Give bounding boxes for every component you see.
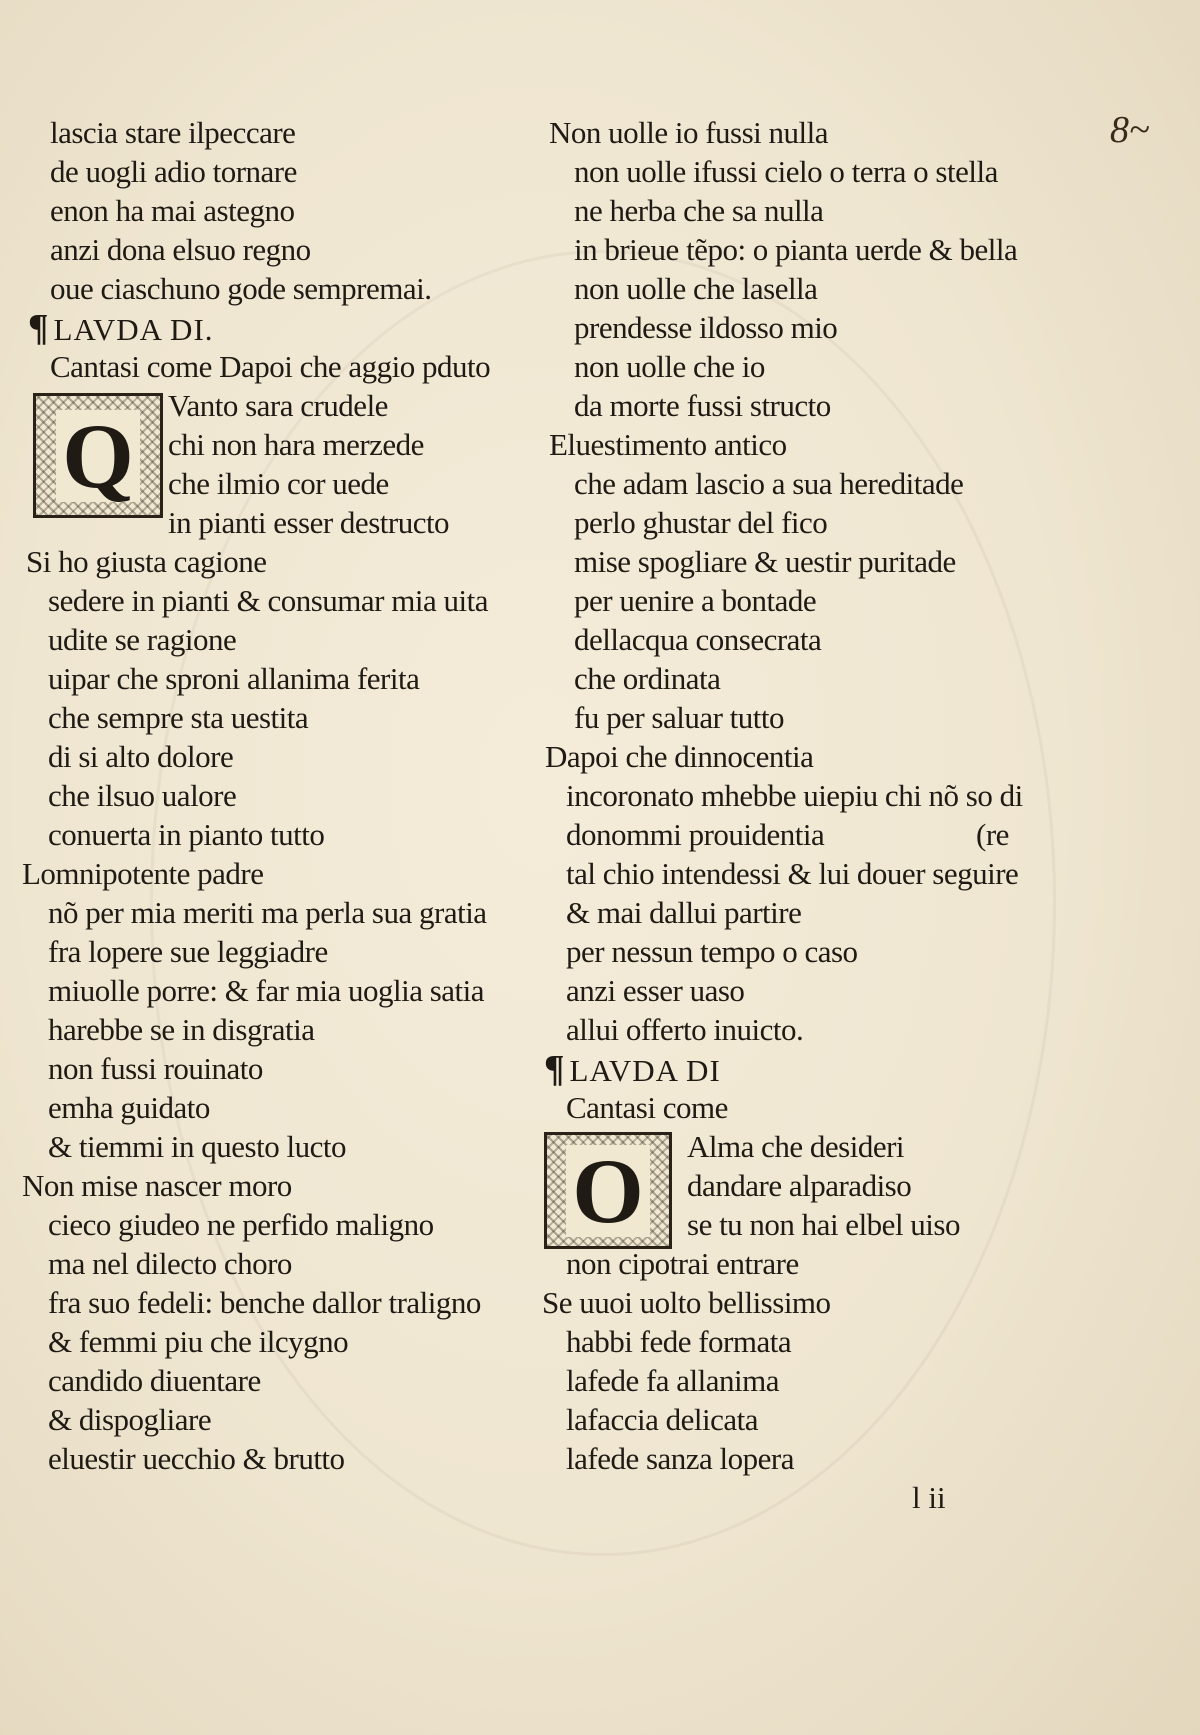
stanza-start-line: Dapoi che dinnocentia bbox=[545, 739, 814, 774]
rubric-heading bbox=[544, 1050, 721, 1090]
text-line: de uogli adio tornare bbox=[50, 154, 297, 189]
folio-mark: 8~ bbox=[1110, 109, 1150, 151]
signature-mark: l ii bbox=[912, 1480, 946, 1515]
text-line: ne herba che sa nulla bbox=[574, 193, 824, 228]
text-line: emha guidato bbox=[48, 1090, 210, 1125]
text-line: fra lopere sue leggiadre bbox=[48, 934, 328, 969]
text-line: habbi fede formata bbox=[566, 1324, 792, 1359]
text-line: lafaccia delicata bbox=[566, 1402, 758, 1437]
text-line: mise spogliare & uestir puritade bbox=[574, 544, 956, 579]
text-line: che adam lascio a sua hereditade bbox=[574, 466, 964, 501]
text-line: dellacqua consecrata bbox=[574, 622, 822, 657]
text-line: chi non hara merzede bbox=[168, 427, 424, 462]
text-line: di si alto dolore bbox=[48, 739, 234, 774]
cantasi-line: Cantasi come bbox=[566, 1090, 728, 1125]
text-line: in brieue tẽpo: o pianta uerde & bella bbox=[574, 232, 1018, 267]
text-line: & femmi piu che ilcygno bbox=[48, 1324, 349, 1359]
text-line: non uolle che lasella bbox=[574, 271, 818, 306]
text-line: enon ha mai astegno bbox=[50, 193, 295, 228]
stanza-start-line: Eluestimento antico bbox=[549, 427, 787, 462]
text-line: per uenire a bontade bbox=[574, 583, 817, 618]
text-line: sedere in pianti & consumar mia uita bbox=[48, 583, 488, 618]
cantasi-line: Cantasi come Dapoi che aggio pduto bbox=[50, 349, 491, 384]
text-line: non fussi rouinato bbox=[48, 1051, 263, 1086]
text-line: Alma che desideri bbox=[687, 1129, 905, 1164]
turnover-text: (re bbox=[976, 817, 1009, 852]
text-line: che ordinata bbox=[574, 661, 721, 696]
text-line: Vanto sara crudele bbox=[168, 388, 388, 423]
text-line: non cipotrai entrare bbox=[566, 1246, 799, 1281]
initial-letter: O bbox=[566, 1145, 650, 1237]
stanza-start-line: Si ho giusta cagione bbox=[26, 544, 267, 579]
text-line: cieco giudeo ne perfido maligno bbox=[48, 1207, 434, 1242]
text-line: lascia stare ilpeccare bbox=[50, 115, 296, 150]
pilcrow-mark: ¶ bbox=[544, 1048, 566, 1090]
text-line: da morte fussi structo bbox=[574, 388, 831, 423]
initial-letter: Q bbox=[56, 410, 140, 502]
decorated-initial bbox=[33, 393, 163, 518]
decorated-initial bbox=[544, 1132, 672, 1249]
text-line: perlo ghustar del fico bbox=[574, 505, 828, 540]
text-line: che ilmio cor uede bbox=[168, 466, 389, 501]
text-line: & dispogliare bbox=[48, 1402, 212, 1437]
text-line: fu per saluar tutto bbox=[574, 700, 785, 735]
text-line: udite se ragione bbox=[48, 622, 237, 657]
text-line: incoronato mhebbe uiepiu chi nõ so di bbox=[566, 778, 1023, 813]
text-line: lafede fa allanima bbox=[566, 1363, 780, 1398]
pilcrow-mark: ¶ bbox=[28, 307, 50, 349]
text-line: tal chio intendessi & lui douer seguire bbox=[566, 856, 1019, 891]
text-line: fra suo fedeli: benche dallor traligno bbox=[48, 1285, 481, 1320]
text-line: harebbe se in disgratia bbox=[48, 1012, 315, 1047]
text-line: non uolle che io bbox=[574, 349, 765, 384]
text-line: eluestir uecchio & brutto bbox=[48, 1441, 345, 1476]
rubric-text: LAVDA DI bbox=[569, 1053, 721, 1088]
stanza-start-line: Se uuoi uolto bellissimo bbox=[542, 1285, 831, 1320]
text-line: lafede sanza lopera bbox=[566, 1441, 795, 1476]
text-line: & tiemmi in questo lucto bbox=[48, 1129, 346, 1164]
text-line: se tu non hai elbel uiso bbox=[687, 1207, 960, 1242]
text-line: dandare alparadiso bbox=[687, 1168, 912, 1203]
text-line: per nessun tempo o caso bbox=[566, 934, 858, 969]
stanza-start-line: Non uolle io fussi nulla bbox=[549, 115, 829, 150]
text-line: che ilsuo ualore bbox=[48, 778, 237, 813]
stanza-start-line: Lomnipotente padre bbox=[22, 856, 264, 891]
text-line: conuerta in pianto tutto bbox=[48, 817, 325, 852]
text-line: candido diuentare bbox=[48, 1363, 261, 1398]
text-line: non uolle ifussi cielo o terra o stella bbox=[574, 154, 998, 189]
text-line: prendesse ildosso mio bbox=[574, 310, 838, 345]
text-line: ma nel dilecto choro bbox=[48, 1246, 292, 1281]
text-line: donommi prouidentia bbox=[566, 817, 825, 852]
text-line: anzi esser uaso bbox=[566, 973, 745, 1008]
text-line: in pianti esser destructo bbox=[168, 505, 450, 540]
text-line: oue ciaschuno gode sempremai. bbox=[50, 271, 432, 306]
rubric-heading bbox=[28, 309, 214, 349]
text-line: anzi dona elsuo regno bbox=[50, 232, 311, 267]
text-line: & mai dallui partire bbox=[566, 895, 802, 930]
text-line: che sempre sta uestita bbox=[48, 700, 309, 735]
rubric-text: LAVDA DI. bbox=[53, 312, 214, 347]
text-line: miuolle porre: & far mia uoglia satia bbox=[48, 973, 485, 1008]
text-line: uipar che sproni allanima ferita bbox=[48, 661, 420, 696]
turnover-word: re bbox=[985, 817, 1009, 852]
text-line: nõ per mia meriti ma perla sua gratia bbox=[48, 895, 487, 930]
text-line: allui offerto inuicto. bbox=[566, 1012, 804, 1047]
stanza-start-line: Non mise nascer moro bbox=[22, 1168, 292, 1203]
